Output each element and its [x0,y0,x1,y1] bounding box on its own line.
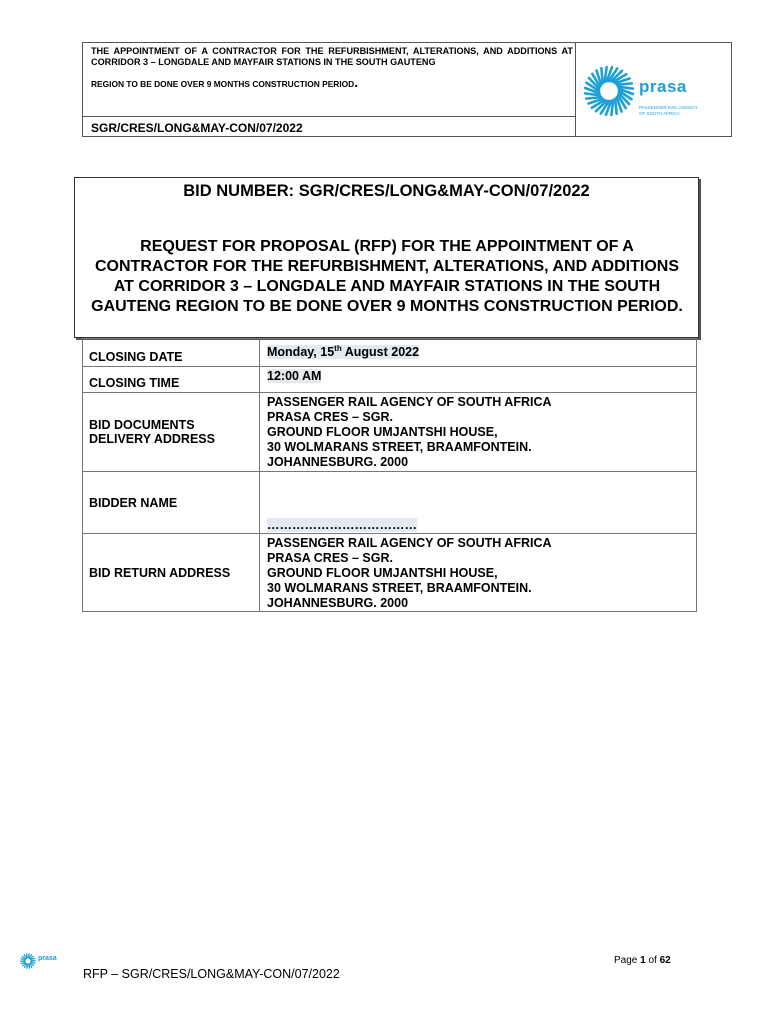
closing-date-value [260,339,697,367]
delivery-address-line: PASSENGER RAIL AGENCY OF SOUTH AFRICA [267,395,552,409]
return-address-line: PRASA CRES – SGR. [267,551,393,565]
bid-details-table [82,338,697,612]
header-description-line3 [91,74,358,90]
return-address-value [260,534,697,612]
prasa-sunburst-icon [583,65,635,117]
closing-date-suffix: th [334,344,342,353]
closing-date-row [83,339,697,367]
header-description-line3-text: REGION TO BE DONE OVER 9 MONTHS CONSTRUCTION PERIOD [91,79,355,89]
footer-logo [20,953,60,971]
delivery-address-line: 30 WOLMARANS STREET, BRAAMFONTEIN. [267,440,532,454]
header-description: THE APPOINTMENT OF A CONTRACTOR FOR THE REFURBISHMENT, ALTERATIONS, AND ADDITIONS AT CORRIDOR 3 – LONGDALE AND MAYFAIR STATIONS IN THE SOUTH GAUTENG [91,46,573,67]
delivery-address-value [260,393,697,472]
page-label: Page [614,955,641,966]
sunburst-ray [617,83,632,84]
bidder-name-field[interactable]: ……………………………… [267,518,417,532]
header-description-cell [83,43,576,117]
sunburst-ray [615,99,616,114]
delivery-address-label [83,393,260,472]
header-code-cell [83,117,576,136]
logo-wordmark: prasa [639,77,687,96]
sunburst-ray [21,963,26,964]
bid-number-heading: BID NUMBER: SGR/CRES/LONG&MAY-CON/07/2022 [183,182,590,200]
bidder-name-label: BIDDER NAME [83,472,260,534]
page-total: 62 [659,955,671,966]
closing-date-label: CLOSING DATE [83,339,260,367]
closing-date-text [267,345,419,359]
closing-time-row [83,367,697,393]
header-code: SGR/CRES/LONG&MAY-CON/07/2022 [91,121,303,135]
sunburst-ray [601,68,602,83]
bidder-name-row [83,472,697,534]
delivery-label-line2: DELIVERY ADDRESS [89,432,215,446]
return-address-line: GROUND FLOOR UMJANTSHI HOUSE, [267,566,498,580]
logo-subtitle: PASSENGER RAIL AGENCY OF SOUTH AFRICA [639,105,698,116]
page-of: of [645,955,660,966]
footer-code: RFP – SGR/CRES/LONG&MAY-CON/07/2022 [83,967,340,981]
header-table [82,42,732,137]
footer-logo-wordmark: prasa [38,955,57,962]
page-current: 1 [640,955,646,966]
return-address-line: JOHANNESBURG. 2000 [267,596,409,610]
closing-date-month: August 2022 [341,345,420,360]
return-address-label: BID RETURN ADDRESS [83,534,260,612]
footer-sunburst-icon [20,953,36,969]
closing-time-label: CLOSING TIME [83,367,260,393]
prasa-logo [577,43,731,136]
bidder-name-value[interactable] [260,472,697,534]
delivery-address-line: JOHANNESBURG. 2000 [267,455,409,469]
return-address-line: PASSENGER RAIL AGENCY OF SOUTH AFRICA [267,536,552,550]
closing-date-day: Monday, 15 [267,345,335,360]
closing-time-value [260,367,697,393]
rfp-title: REQUEST FOR PROPOSAL (RFP) FOR THE APPOINTMENT OF A CONTRACTOR FOR THE REFURBISHMENT, ALTERATIONS, AND ADDITIONS AT CORRIDOR 3 – LONGDALE AND MAYFAIR STATIONS IN THE SOUTH GAUTENG REGION TO BE DONE OVER 9 MONTHS CONSTRUCTION PERIOD. [91,238,683,315]
delivery-address-line: PRASA CRES – SGR. [267,410,393,424]
delivery-address-row [83,393,697,472]
return-address-line: 30 WOLMARANS STREET, BRAAMFONTEIN. [267,581,532,595]
header-description-period: . [354,74,359,90]
delivery-label-line1: BID DOCUMENTS [89,418,195,432]
sunburst-ray [586,97,601,98]
title-box [74,177,699,338]
page-number [614,955,671,966]
delivery-address-line: GROUND FLOOR UMJANTSHI HOUSE, [267,425,498,439]
sunburst-ray [30,958,35,959]
return-address-row [83,534,697,612]
closing-time-text: 12:00 AM [267,369,322,383]
